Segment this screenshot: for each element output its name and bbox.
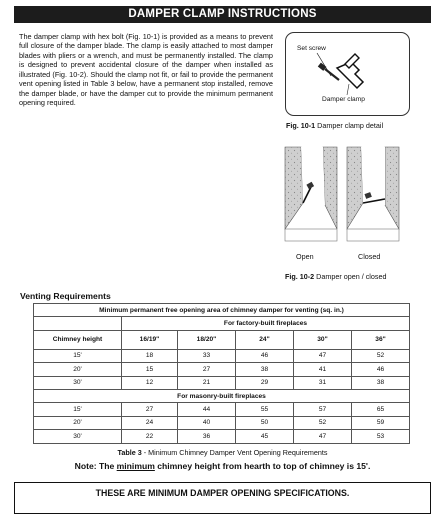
- table-cell: 46: [352, 363, 410, 376]
- row-height: 15': [34, 403, 122, 416]
- table-row: [34, 430, 410, 443]
- table-cell: 33: [178, 349, 236, 362]
- table-cell: 29: [236, 376, 294, 389]
- fig-10-1-caption: [286, 121, 383, 130]
- table-3-number: Table 3: [117, 448, 142, 457]
- table-cell: 40: [178, 416, 236, 429]
- clamp-jaw: [345, 54, 359, 68]
- minimum-specs-text: THESE ARE MINIMUM DAMPER OPENING SPECIFICATIONS.: [95, 488, 350, 498]
- table-cell: 38: [236, 363, 294, 376]
- table-cell: 15: [122, 363, 178, 376]
- minimum-specs-banner: [14, 482, 431, 514]
- note-emphasis: minimum: [116, 461, 155, 471]
- damper-open-closed-illustration: [281, 143, 411, 263]
- table-cell: 27: [122, 403, 178, 416]
- table-cell: 55: [236, 403, 294, 416]
- table-cell: 57: [294, 403, 352, 416]
- fig-10-2-number: Fig. 10-2: [285, 272, 315, 281]
- row-height: 30': [34, 430, 122, 443]
- row-height: 30': [34, 376, 122, 389]
- table-cell: 65: [352, 403, 410, 416]
- venting-requirements-title: Venting Requirements: [20, 291, 111, 301]
- table-row: [34, 363, 410, 376]
- chimney-height-header: Chimney height: [34, 330, 122, 349]
- column-header: 36": [352, 330, 410, 349]
- closed-label: Closed: [358, 252, 381, 261]
- table-cell: 53: [352, 430, 410, 443]
- venting-table: [33, 303, 410, 444]
- table-cell: 18: [122, 349, 178, 362]
- hex-bolt-shaft: [325, 69, 339, 80]
- table-row: [34, 416, 410, 429]
- table-row: [34, 403, 410, 416]
- empty-corner: [34, 317, 122, 330]
- table-cell: 36: [178, 430, 236, 443]
- table-cell: 38: [352, 376, 410, 389]
- intro-paragraph: The damper clamp with hex bolt (Fig. 10-1) is provided as a means to prevent full closure of the damper blade. The clamp is easily attached to most damper blades with pliers or a wrench, and must be permanently installed. The clamp is designed to prevent accidental closure of the damper when installed as illustrated (Fig. 10-2). Should the clamp not fit, or fail to provide the permanent vent opening listed in Table 3 below, have a permanent stop installed, remove the damper blade, or have the damper cut to provide the minimum permanent opening required.: [19, 32, 273, 108]
- factory-built-header: For factory-built fireplaces: [122, 317, 410, 330]
- table-cell: 52: [294, 416, 352, 429]
- fig-10-1-text: Damper clamp detail: [315, 121, 384, 130]
- minimum-height-note: [0, 461, 445, 471]
- table-row: [34, 349, 410, 362]
- fig-10-1-number: Fig. 10-1: [286, 121, 316, 130]
- note-prefix: Note: The: [74, 461, 117, 471]
- table-cell: 41: [294, 363, 352, 376]
- table-cell: 46: [236, 349, 294, 362]
- masonry-built-header: For masonry-built fireplaces: [34, 389, 410, 402]
- table-cell: 44: [178, 403, 236, 416]
- table-cell: 47: [294, 430, 352, 443]
- instructions-header: DAMPER CLAMP INSTRUCTIONS: [14, 6, 431, 23]
- fig-10-2-caption: [285, 272, 387, 281]
- table-row: [34, 376, 410, 389]
- table-cell: 22: [122, 430, 178, 443]
- open-damper-drawing: [285, 147, 337, 241]
- table-cell: 52: [352, 349, 410, 362]
- table-cell: 50: [236, 416, 294, 429]
- table-cell: 27: [178, 363, 236, 376]
- open-label: Open: [296, 252, 314, 261]
- table-title: Minimum permanent free opening area of chimney damper for venting (sq. in.): [34, 304, 410, 317]
- column-header: 30": [294, 330, 352, 349]
- table-cell: 59: [352, 416, 410, 429]
- table-cell: 12: [122, 376, 178, 389]
- table-cell: 45: [236, 430, 294, 443]
- row-height: 20': [34, 363, 122, 376]
- note-suffix: chimney height from hearth to top of chimney is 15'.: [154, 461, 371, 471]
- row-height: 20': [34, 416, 122, 429]
- damper-clamp-leader: [347, 84, 349, 95]
- table-3-text: - Minimum Chimney Damper Vent Opening Requirements: [141, 448, 328, 457]
- column-header: 16/19": [122, 330, 178, 349]
- table-3-caption: [0, 448, 445, 457]
- closed-damper-drawing: [347, 147, 399, 241]
- table-cell: 24: [122, 416, 178, 429]
- set-screw-label: Set screw: [297, 45, 326, 52]
- table-cell: 21: [178, 376, 236, 389]
- fig-10-2-text: Damper open / closed: [314, 272, 387, 281]
- venting-table-container: [33, 303, 409, 444]
- table-cell: 31: [294, 376, 352, 389]
- column-header: 24": [236, 330, 294, 349]
- row-height: 15': [34, 349, 122, 362]
- column-header: 18/20": [178, 330, 236, 349]
- damper-clamp-label: Damper clamp: [322, 96, 365, 103]
- table-cell: 47: [294, 349, 352, 362]
